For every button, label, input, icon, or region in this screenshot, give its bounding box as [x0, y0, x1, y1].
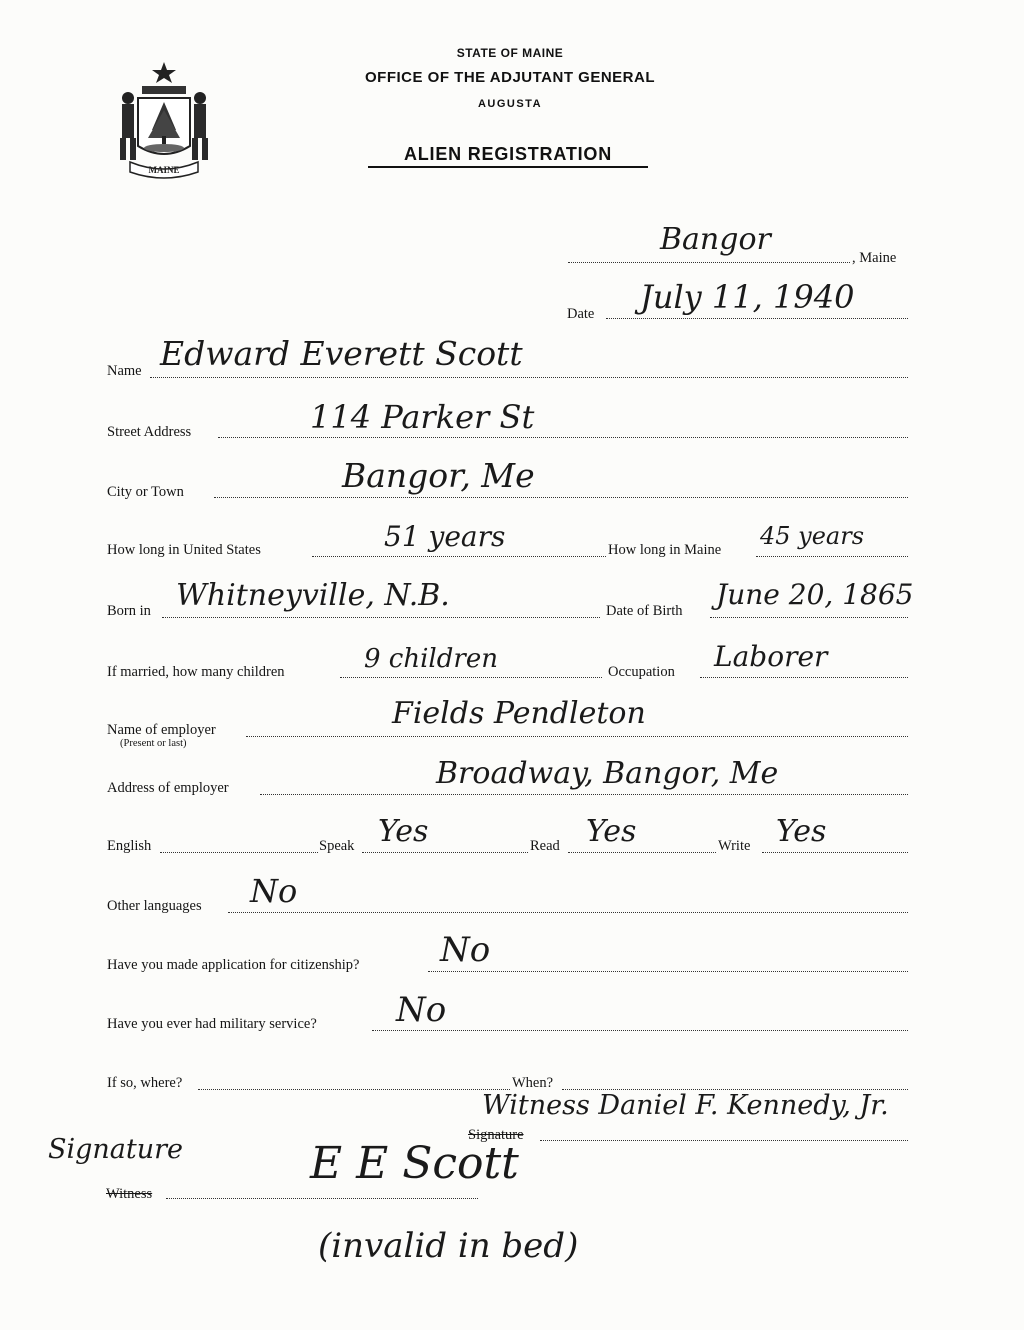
how-long-us-value: 51 years — [384, 520, 506, 553]
write-line — [762, 852, 908, 853]
citizenship-line — [428, 971, 908, 972]
read-value: Yes — [586, 814, 637, 849]
speak-line — [362, 852, 528, 853]
applicant-signature: E E Scott — [310, 1138, 519, 1189]
how-long-maine-line — [756, 556, 908, 557]
other-languages-value: No — [250, 872, 298, 910]
write-value: Yes — [776, 814, 827, 849]
occupation-label: Occupation — [608, 664, 675, 680]
state-heading: STATE OF MAINE — [456, 46, 564, 60]
children-label: If married, how many children — [107, 664, 285, 680]
street-label: Street Address — [107, 424, 192, 440]
speak-value: Yes — [378, 814, 429, 849]
witness-handwritten: Witness Daniel F. Kennedy, Jr. — [482, 1090, 889, 1121]
street-value: 114 Parker St — [310, 398, 535, 436]
born-in-value: Whitneyville, N.B. — [176, 578, 450, 613]
employer-label: Name of employer — [107, 722, 216, 738]
date-label: Date — [567, 306, 595, 322]
employer-line — [246, 736, 908, 737]
citizenship-value: No — [440, 930, 491, 970]
how-long-us-label: How long in United States — [107, 542, 261, 558]
form-title: ALIEN REGISTRATION — [368, 144, 648, 168]
city-heading: AUGUSTA — [477, 98, 543, 110]
maine-label: , Maine — [852, 250, 897, 266]
speak-label: Speak — [319, 838, 355, 854]
occupation-value: Laborer — [714, 640, 828, 673]
if-so-line — [198, 1089, 510, 1090]
name-label: Name — [107, 363, 142, 379]
if-so-label: If so, where? — [107, 1075, 183, 1091]
born-in-label: Born in — [107, 603, 151, 619]
date-line — [606, 318, 908, 319]
witness-label: Witness — [106, 1186, 153, 1202]
military-value: No — [396, 990, 447, 1030]
children-value: 9 children — [364, 644, 498, 674]
how-long-maine-value: 45 years — [760, 522, 865, 550]
date-of-birth-label: Date of Birth — [606, 603, 683, 619]
city-value: Bangor, Me — [342, 456, 535, 495]
born-in-line — [162, 617, 600, 618]
read-line — [568, 852, 716, 853]
town-value: Bangor — [660, 222, 771, 257]
employer-address-label: Address of employer — [107, 780, 229, 796]
town-line — [568, 262, 850, 263]
office-heading: OFFICE OF THE ADJUTANT GENERAL — [365, 69, 655, 86]
when-label: When? — [512, 1075, 554, 1091]
english-line — [160, 852, 318, 853]
employer-note: (Present or last) — [120, 738, 187, 749]
occupation-line — [700, 677, 908, 678]
city-label: City or Town — [107, 484, 184, 500]
name-value: Edward Everett Scott — [160, 334, 523, 373]
date-of-birth-line — [710, 617, 908, 618]
invalid-note: (invalid in bed) — [318, 1226, 579, 1266]
employer-value: Fields Pendleton — [392, 696, 646, 731]
how-long-maine-label: How long in Maine — [608, 542, 722, 558]
employer-address-value: Broadway, Bangor, Me — [436, 756, 779, 791]
military-label: Have you ever had military service? — [107, 1016, 317, 1032]
city-line — [214, 497, 908, 498]
english-label: English — [107, 838, 152, 854]
other-languages-line — [228, 912, 908, 913]
write-label: Write — [718, 838, 751, 854]
signature-handwritten-word: Signature — [48, 1134, 184, 1165]
name-line — [150, 377, 908, 378]
svg-text:MAINE: MAINE — [148, 165, 180, 175]
maine-state-seal-icon — [108, 58, 220, 184]
signature-label: Signature — [468, 1127, 524, 1143]
signature-line — [540, 1140, 908, 1141]
other-languages-label: Other languages — [107, 898, 202, 914]
read-label: Read — [530, 838, 560, 854]
date-value: July 11, 1940 — [640, 278, 855, 316]
citizenship-label: Have you made application for citizenship? — [107, 957, 360, 973]
witness-line — [166, 1198, 478, 1199]
children-line — [340, 677, 602, 678]
employer-address-line — [260, 794, 908, 795]
street-line — [218, 437, 908, 438]
date-of-birth-value: June 20, 1865 — [716, 578, 914, 611]
military-line — [372, 1030, 908, 1031]
how-long-us-line — [312, 556, 606, 557]
